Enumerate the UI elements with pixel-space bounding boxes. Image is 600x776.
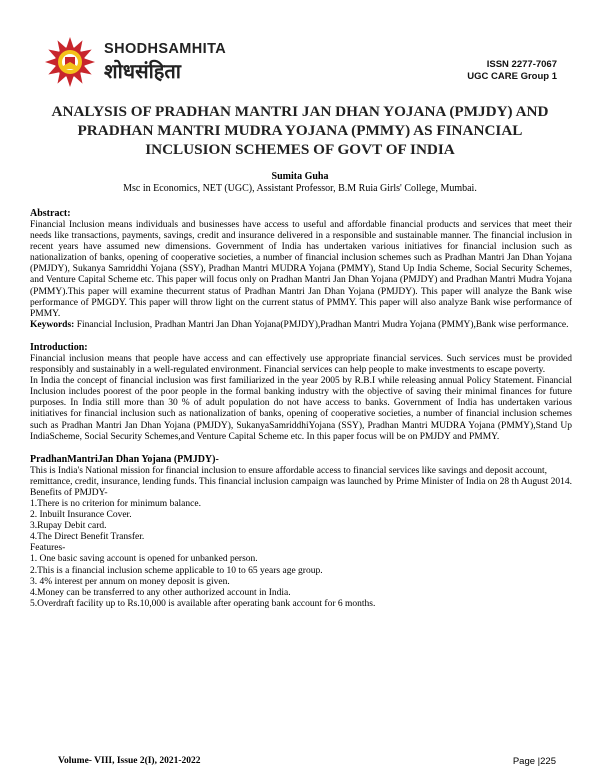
pmjdy-intro: This is India's National mission for financial inclusion to ensure affordable access to financial services like savings and deposit account, remittance, credit, insurance, lending funds. This financial inclusion campaign was launched by Prime Minister of India on 28 th August 2014. xyxy=(30,465,572,487)
footer-volume: Volume- VIII, Issue 2(I), 2021-2022 xyxy=(58,756,201,766)
introduction-paragraph: Financial inclusion means that people have access and can effectively use appropriate financial services. Such services must be provided responsibly and sustainably in a well-regulated environment. Financial services can help people to make investments to escape poverty. xyxy=(30,353,572,376)
journal-identifiers xyxy=(467,59,557,83)
benefit-item: 4.The Direct Benefit Transfer. xyxy=(30,532,145,543)
feature-item: 5.Overdraft facility up to Rs.10,000 is available after operating bank account for 6 months. xyxy=(30,598,376,609)
keywords xyxy=(30,320,572,331)
introduction-heading: Introduction: xyxy=(30,341,88,353)
paper-title xyxy=(30,102,570,159)
pmjdy-heading: PradhanMantriJan Dhan Yojana (PMJDY)- xyxy=(30,453,219,465)
benefit-item: 1.There is no criterion for minimum balance. xyxy=(30,498,201,509)
title-line: INCLUSION SCHEMES OF GOVT OF INDIA xyxy=(145,141,455,158)
abstract-text: Financial Inclusion means individuals and businesses have access to useful and affordable financial products and services that meet their needs like transactions, payments, savings, credit and insurance delivered in a responsible and sustainable manner. The financial inclusion in recent years have assumed new dimensions. Government of India has undertaken various initiatives for financial inclusion such as nationalization of banks, opening of cooperative societies, a number of financial inclusion schemes such as Pradhan Mantri Jan Dhan Yojana (PMJDY), Sukanya Samriddhi Yojana (SSY), Pradhan Mantri MUDRA Yojana (PMMY), Stand Up India Scheme, Social Security Schemes, and Venture Capital Scheme etc. This paper will focus only on Pradhan Mantri Jan Dhan Yojana (PMJDY) and Pradhan Mantri Mudra Yojana (PMMY).This paper will examine thecurrent status of Pradhan Mantri Jan Dhan Yojana (PMJDY). This paper will analyze the Bank wise performance of PMGDY. This paper will throw light on the current status of PMMY. This paper will also analyze Bank wise performance of PMMY. xyxy=(30,220,572,319)
author-affiliation: Msc in Economics, NET (UGC), Assistant Professor, B.M Ruia Girls' College, Mumbai. xyxy=(123,183,477,194)
issn-number: ISSN 2277-7067 xyxy=(486,59,557,70)
ugc-care-group: UGC CARE Group 1 xyxy=(467,71,557,82)
title-line: PRADHAN MANTRI MUDRA YOJANA (PMMY) AS FINANCIAL xyxy=(77,122,523,139)
feature-item: 3. 4% interest per annum on money deposit is given. xyxy=(30,576,230,587)
paper-body xyxy=(30,208,572,610)
journal-header xyxy=(0,0,600,100)
abstract-heading: Abstract: xyxy=(30,208,71,219)
benefit-item: 2. Inbuilt Insurance Cover. xyxy=(30,510,132,521)
keywords-text: Financial Inclusion, Pradhan Mantri Jan Dhan Yojana(PMJDY),Pradhan Mantri Mudra Yojana (PMMY),Bank wise performance. xyxy=(74,319,569,330)
title-line: ANALYSIS OF PRADHAN MANTRI JAN DHAN YOJANA (PMJDY) AND xyxy=(51,103,549,120)
journal-name: SHODHSAMHITA xyxy=(104,41,227,57)
journal-logo-icon xyxy=(45,37,95,87)
feature-item: 1. One basic saving account is opened for unbanked person. xyxy=(30,554,258,565)
footer-page-number: Page |225 xyxy=(512,756,556,767)
keywords-label: Keywords: xyxy=(30,319,75,330)
introduction-paragraph: In India the concept of financial inclusion was first familiarized in the year 2005 by R.B.I while releasing annual Policy Statement. Financial Inclusion includes poorest of the poor people in the formal banking industry with the objective of saving their minimal finances for future purposes. In India still more than 30 % of adult population do not have access to banks. Government of India has undertaken various initiatives for financial inclusion such as nationalization of banks, opening of cooperative societies, a number of financial inclusion schemes such as Pradhan Mantri Jan Dhan Yojana (PMJDY), SukanyaSamriddhiYojana (SSY), Pradhan Mantri MUDRA Yojana (PMMY),Stand Up IndiaScheme, Social Security Schemes,and Venture Capital Scheme etc. In this paper focus will be on PMJDY and PMMY. xyxy=(30,376,572,442)
benefit-item: 3.Rupay Debit card. xyxy=(30,521,107,532)
features-label: Features- xyxy=(30,543,66,554)
journal-name-hindi: शोधसंहिता xyxy=(104,59,181,83)
feature-item: 4.Money can be transferred to any other authorized account in India. xyxy=(30,587,291,598)
benefits-label: Benefits of PMJDY- xyxy=(30,487,108,498)
feature-item: 2.This is a financial inclusion scheme applicable to 10 to 65 years age group. xyxy=(30,565,323,576)
author-name: Sumita Guha xyxy=(271,171,329,182)
